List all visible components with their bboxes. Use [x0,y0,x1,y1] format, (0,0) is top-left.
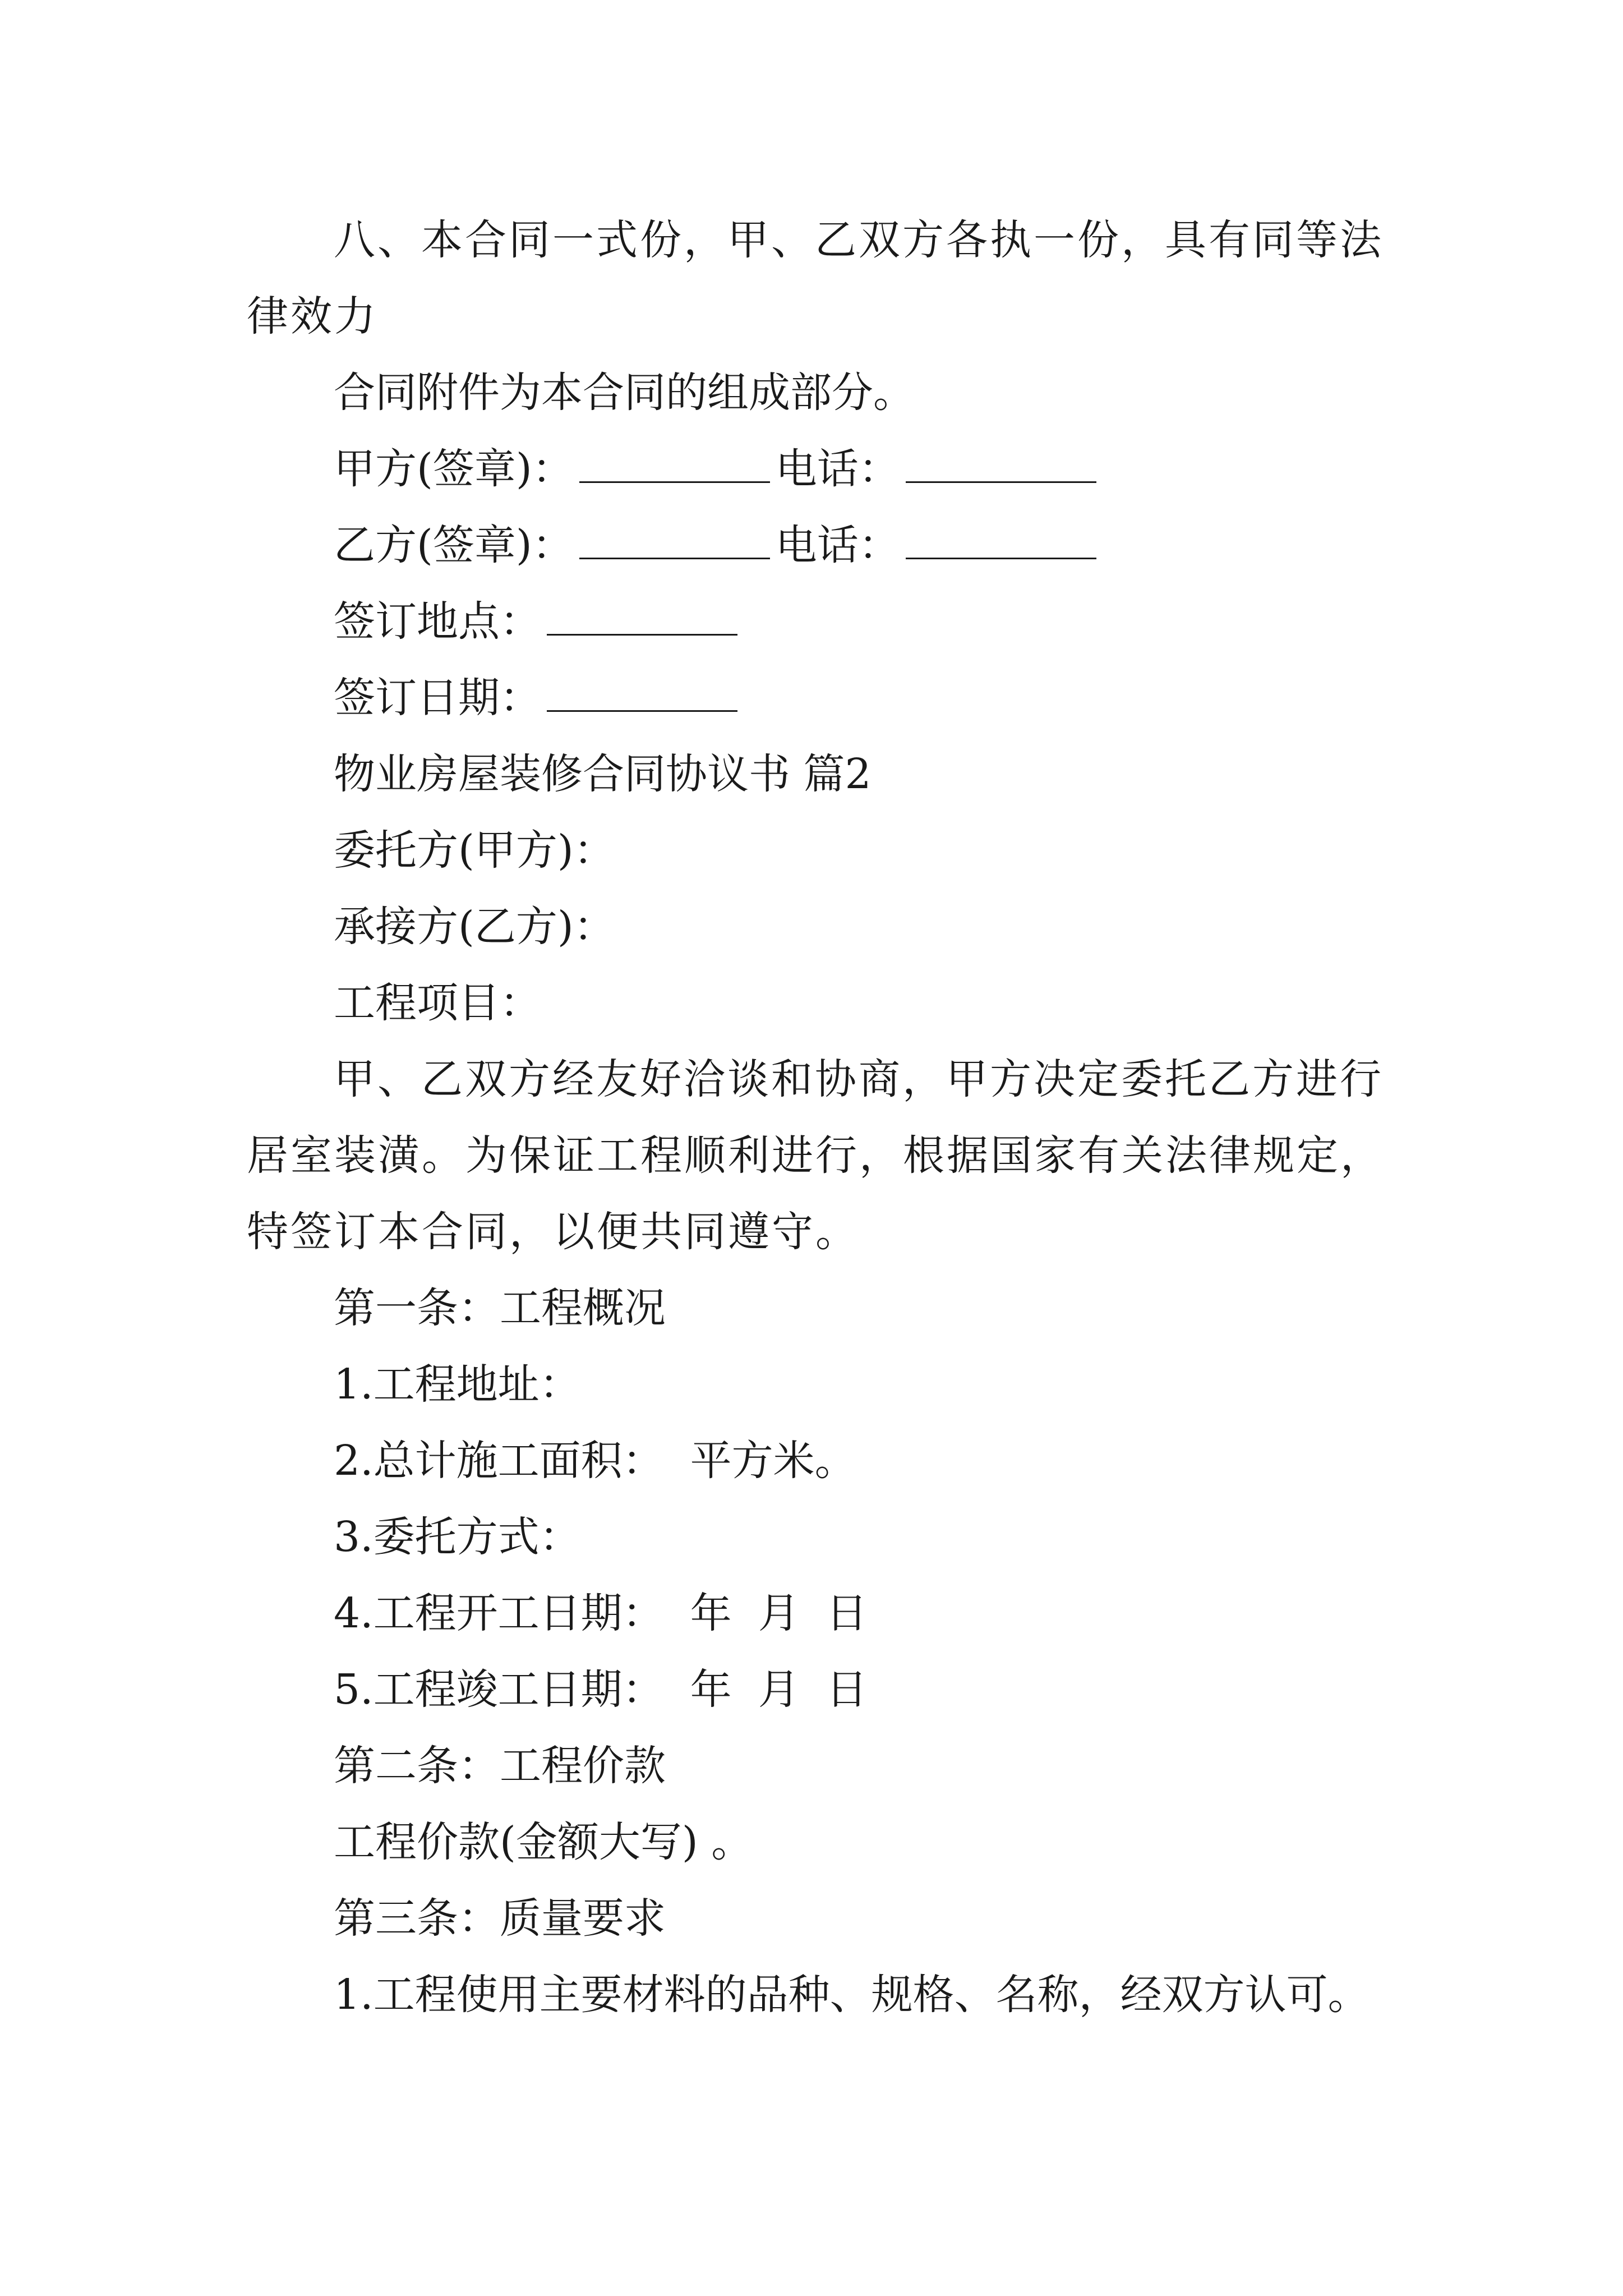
article-2-heading: 第二条：工程价款 [334,1742,666,1790]
party-a-phone-label: 电话： [775,445,900,493]
party-b-signature-label: 乙方(签章)： [334,521,574,569]
article-1-heading: 第一条：工程概况 [334,1284,666,1332]
item-construction-area: 2.总计施工面积： 平方米。 [334,1437,856,1485]
party-b-signature-blank [579,524,770,559]
party-b-phone-blank [906,524,1096,559]
client-party-line: 委托方(甲方)： [334,826,615,875]
attachment-note: 合同附件为本合同的组成部分。 [334,369,915,417]
contractor-party-line: 承接方(乙方)： [334,903,615,951]
party-b-phone-label: 电话： [775,521,900,569]
item-materials-requirement: 1.工程使用主要材料的品种、规格、名称，经双方认可。 [334,1971,1370,2019]
party-b-signature-line [247,507,1391,583]
document-body [247,202,1391,2033]
party-a-signature-label: 甲方(签章)： [334,445,574,493]
party-a-signature-line [247,431,1391,507]
signing-date-blank [547,677,737,712]
party-a-phone-blank [906,448,1096,483]
item-start-date: 4.工程开工日期： 年 月 日 [334,1589,868,1637]
clause-8-paragraph: 八、本合同一式份，甲、乙双方各执一份，具有同等法律效力 [247,216,1384,341]
preamble-paragraph: 甲、乙双方经友好洽谈和协商，甲方决定委托乙方进行居室装潢。为保证工程顺利进行，根据国家有关法律规定，特签订本合同，以便共同遵守。 [247,1055,1384,1256]
signing-date-label: 签订日期： [334,674,541,722]
article-3-heading: 第三条：质量要求 [334,1894,666,1943]
project-line: 工程项目： [334,979,541,1027]
section-heading-part-2: 物业房屋装修合同协议书 篇2 [334,750,872,798]
item-commission-method: 3.委托方式： [334,1513,581,1561]
signing-place-label: 签订地点： [334,597,541,646]
party-a-signature-blank [579,448,770,483]
signing-date-line [247,660,1391,736]
project-price-line: 工程价款(金额大写) 。 [334,1818,753,1866]
item-project-address: 1.工程地址： [334,1360,581,1409]
item-completion-date: 5.工程竣工日期： 年 月 日 [334,1665,868,1714]
signing-place-blank [547,600,737,636]
signing-place-line [247,583,1391,660]
